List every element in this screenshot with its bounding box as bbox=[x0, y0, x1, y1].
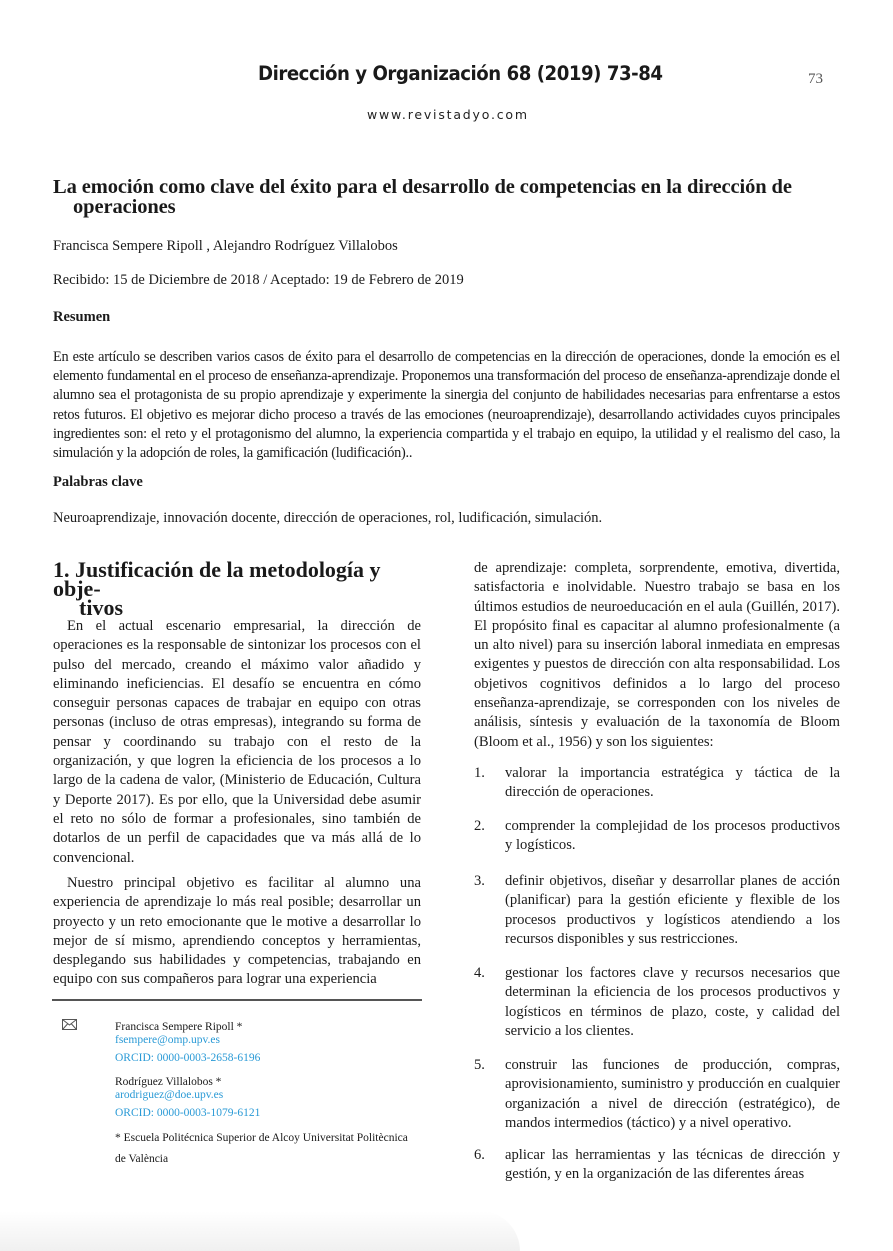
page-number: 73 bbox=[808, 71, 823, 87]
list-item bbox=[474, 1056, 840, 1133]
list-item bbox=[474, 764, 840, 803]
section-1-paragraph-1: En el actual escenario empresarial, la dirección de operaciones es la responsable de sintonizar los procesos con el pulso del mercado, creando el máximo valor añadido y eliminando ineficiencias. El desafío se encuentra en cómo conseguir personas capaces de trabajar en equipo con otras personas (incluso de otras empresas), integrando su forma de pensar y coordinando su trabajo con el resto de la organización, y que logren la eficiencia de los procesos a lo largo de la cadena de valor, (Ministerio de Educación, Cultura y Deporte 2017). Es por ello, que la Universidad debe asumir el reto no sólo de formar a profesionales, sino también de dotarlos de un perfil de capacidades que va más allá de lo convencional. bbox=[53, 618, 421, 866]
list-item-text: aplicar las herramientas y las técnicas de dirección y gestión, y en la organización de las diferentes áreas bbox=[505, 1147, 840, 1183]
list-item-number: 3. bbox=[474, 873, 485, 889]
footnote-author2-orcid[interactable]: ORCID: 0000-0003-1079-6121 bbox=[115, 1107, 261, 1119]
authors: Francisca Sempere Ripoll , Alejandro Rodríguez Villalobos bbox=[53, 238, 398, 254]
footnote-affiliation: * Escuela Politécnica Superior de Alcoy Universitat Politècnica de València bbox=[115, 1132, 408, 1165]
footnote-divider bbox=[52, 999, 422, 1001]
list-item-number: 4. bbox=[474, 965, 485, 981]
list-item bbox=[474, 1146, 840, 1185]
footnote-author2-name: Rodríguez Villalobos * bbox=[115, 1076, 222, 1088]
footnote-author2-email[interactable]: arodriguez@doe.upv.es bbox=[115, 1089, 224, 1101]
list-item-number: 6. bbox=[474, 1147, 485, 1163]
article-title-line1: La emoción como clave del éxito para el desarrollo de competencias en la dirección de bbox=[53, 176, 792, 198]
list-item-number: 5. bbox=[474, 1057, 485, 1073]
footnote-author1-orcid[interactable]: ORCID: 0000-0003-2658-6196 bbox=[115, 1052, 261, 1064]
article-title bbox=[53, 177, 843, 217]
list-item-text: definir objetivos, diseñar y desarrollar planes de acción (planificar) para la gestión eficiente y flexible de los procesos productivos y logísticos atendiendo a los recursos disponibles y sus restricciones. bbox=[505, 873, 840, 947]
article-title-line2: operaciones bbox=[73, 196, 176, 218]
received-accepted-dates: Recibido: 15 de Diciembre de 2018 / Aceptado: 19 de Febrero de 2019 bbox=[53, 272, 464, 288]
list-item-number: 1. bbox=[474, 765, 485, 781]
journal-header: Dirección y Organización 68 (2019) 73-84 bbox=[258, 62, 663, 85]
footnote-author1-name: Francisca Sempere Ripoll * bbox=[115, 1021, 243, 1033]
page-shadow bbox=[0, 1211, 520, 1251]
section-1-paragraph-3: de aprendizaje: completa, sorprendente, emotiva, divertida, satisfactoria e inolvidable. Nuestro trabajo se basa en los últimos estudios de neuroeducación en el aula (Guillén, 2017). El propósito final es capacitar al alumno profesionalmente (a un alto nivel) para su inserción laboral inmediata en empresas exigentes y puestos de dirección con alta responsabilidad. Los objetivos cognitivos definidos a lo largo del proceso enseñanza-aprendizaje, se corresponden con los niveles de análisis, síntesis y evaluación de la taxonomía de Bloom (Bloom et al., 1956) y son los siguientes: bbox=[474, 560, 840, 750]
abstract-text: En este artículo se describen varios casos de éxito para el desarrollo de competencias en la dirección de operaciones, donde la emoción es el elemento fundamental en el proceso de enseñanza-aprendizaje. Proponemos una transformación del proceso de enseñanza-aprendizaje donde el alumno sea el protagonista de su propio aprendizaje y experimente la sinergia del conjunto de habilidades necesarias para enfrentarse a estos retos futuros. El objetivo es mejorar dicho proceso a través de las emociones (neuroaprendizaje), desarrollando actividades cuyos principales ingredientes son: el reto y el protagonismo del alumno, la experiencia compartida y el trabajo en equipo, la utilidad y el realismo del caso, la simulación y la adopción de roles, la gamificación (ludificación).. bbox=[53, 349, 840, 462]
list-item-number: 2. bbox=[474, 818, 485, 834]
journal-website[interactable]: www.revistadyo.com bbox=[367, 107, 529, 122]
list-item-text: valorar la importancia estratégica y táctica de la dirección de operaciones. bbox=[505, 765, 840, 801]
keywords-heading: Palabras clave bbox=[53, 474, 143, 490]
list-item-text: comprender la complejidad de los procesos productivos y logísticos. bbox=[505, 818, 840, 854]
section-1-title bbox=[53, 557, 433, 620]
list-item-text: gestionar los factores clave y recursos necesarios que determinan la eficiencia de los procesos productivos y logísticos en términos de plazo, coste, y calidad del servicio a los clientes. bbox=[505, 965, 840, 1039]
section-1-title-line1: 1. Justificación de la metodología y obje- bbox=[53, 557, 381, 601]
keywords-text: Neuroaprendizaje, innovación docente, dirección de operaciones, rol, ludificación, simulación. bbox=[53, 510, 603, 526]
abstract-heading: Resumen bbox=[53, 309, 111, 325]
list-item bbox=[474, 964, 840, 1041]
list-item-text: construir las funciones de producción, compras, aprovisionamiento, suministro y producción en cualquier organización a nivel de dirección (estratégico), de mandos intermedios (táctico) y a nivel operativo. bbox=[505, 1057, 840, 1131]
section-1-title-line2: tivos bbox=[79, 595, 123, 620]
list-item bbox=[474, 872, 840, 949]
section-1-paragraph-2: Nuestro principal objetivo es facilitar al alumno una experiencia de aprendizaje lo más real posible; desarrollar un proyecto y un reto emocionante que le motive a desarrollar lo mejor de sí mismo, aprendiendo conceptos y herramientas, desplegando sus habilidades y competencias, trabajando en equipo con sus compañeros para lograr una experiencia bbox=[53, 875, 421, 988]
footnote-author1-email[interactable]: fsempere@omp.upv.es bbox=[115, 1034, 221, 1046]
list-item bbox=[474, 817, 840, 856]
envelope-icon bbox=[62, 1019, 77, 1030]
